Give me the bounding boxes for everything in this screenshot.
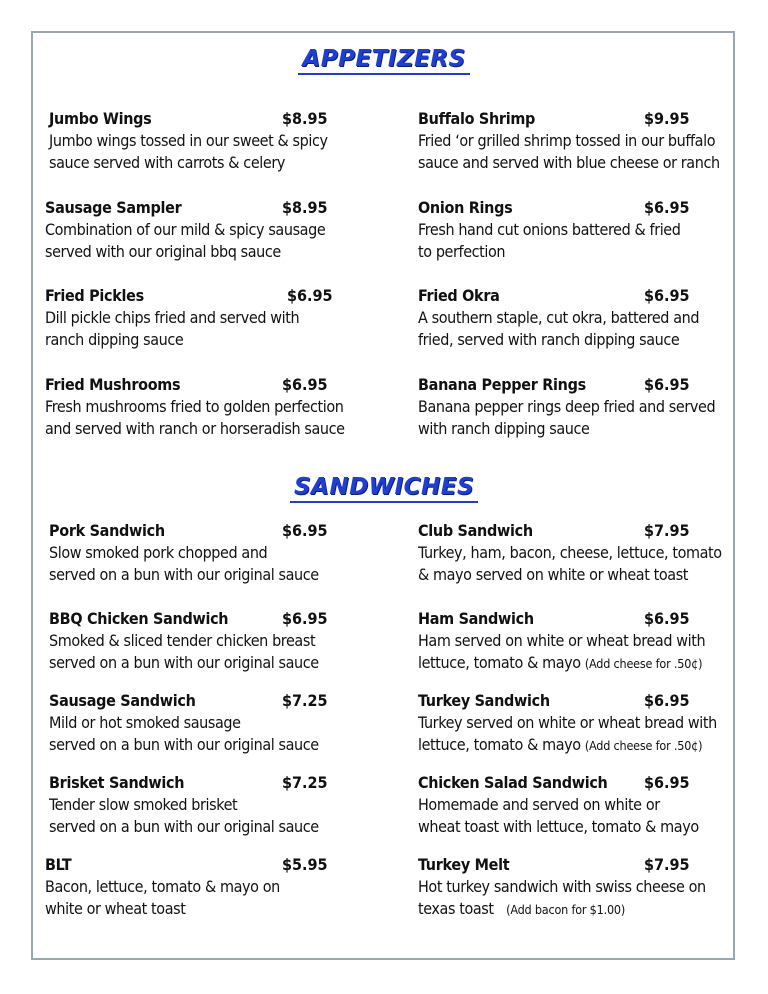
menu-item	[45, 854, 365, 920]
item-description: texas toast (Add bacon for $1.00)	[418, 899, 626, 918]
item-description: served with our original bbq sauce	[45, 242, 281, 261]
item-description: with ranch dipping sauce	[418, 419, 590, 438]
item-price: $6.95	[644, 375, 690, 394]
item-name: Onion Rings	[418, 198, 513, 217]
item-name: Fried Pickles	[45, 286, 144, 305]
item-price: $6.95	[287, 286, 333, 305]
add-bacon-note: (Add bacon for $1.00)	[506, 902, 626, 917]
item-name: Sausage Sampler	[45, 198, 182, 217]
appetizers-heading: APPETIZERS	[0, 46, 768, 75]
item-name: Banana Pepper Rings	[418, 375, 586, 394]
item-price: $6.95	[644, 198, 690, 217]
item-name: Fried Okra	[418, 286, 500, 305]
item-price: $8.95	[282, 198, 328, 217]
item-description: Combination of our mild & spicy sausage	[45, 220, 326, 239]
menu-item	[45, 374, 365, 440]
item-name: Fried Mushrooms	[45, 375, 181, 394]
item-description: Fresh mushrooms fried to golden perfection	[45, 397, 344, 416]
item-price: $7.25	[282, 691, 328, 710]
item-description: Jumbo wings tossed in our sweet & spicy	[49, 131, 328, 150]
item-price: $8.95	[282, 109, 328, 128]
item-name: Turkey Melt	[418, 855, 510, 874]
item-price: $7.95	[644, 521, 690, 540]
item-price: $6.95	[644, 691, 690, 710]
item-price: $6.95	[644, 286, 690, 305]
menu-item	[418, 854, 738, 921]
item-price: $7.25	[282, 773, 328, 792]
item-description: and served with ranch or horseradish sauce	[45, 419, 345, 438]
item-description: white or wheat toast	[45, 899, 186, 918]
item-description: Bacon, lettuce, tomato & mayo on	[45, 877, 280, 896]
item-description: Fried ‘or grilled shrimp tossed in our buffalo	[418, 131, 716, 150]
item-name: Club Sandwich	[418, 521, 533, 540]
item-description: Turkey, ham, bacon, cheese, lettuce, tomato	[418, 543, 722, 562]
item-description: Smoked & sliced tender chicken breast	[49, 631, 316, 650]
menu-item	[49, 772, 369, 838]
item-name: Pork Sandwich	[49, 521, 165, 540]
item-description: served on a bun with our original sauce	[49, 565, 319, 584]
menu-item	[418, 690, 738, 757]
add-cheese-note: (Add cheese for .50¢)	[584, 738, 703, 753]
item-name: BBQ Chicken Sandwich	[49, 609, 229, 628]
menu-item	[418, 197, 738, 263]
item-description: Turkey served on white or wheat bread with	[418, 713, 717, 732]
item-name: Chicken Salad Sandwich	[418, 773, 608, 792]
item-name: Buffalo Shrimp	[418, 109, 536, 128]
menu-item	[418, 520, 738, 586]
menu-item	[49, 608, 369, 674]
menu-item	[45, 197, 365, 263]
item-price: $5.95	[282, 855, 328, 874]
item-description: served on a bun with our original sauce	[49, 653, 319, 672]
item-description: served on a bun with our original sauce	[49, 817, 319, 836]
item-description: Tender slow smoked brisket	[49, 795, 238, 814]
item-description: Homemade and served on white or	[418, 795, 660, 814]
item-name: Ham Sandwich	[418, 609, 534, 628]
item-description: served on a bun with our original sauce	[49, 735, 319, 754]
item-name: BLT	[45, 855, 72, 874]
item-name: Brisket Sandwich	[49, 773, 185, 792]
item-description: to perfection	[418, 242, 506, 261]
menu-item	[418, 108, 738, 174]
item-price: $6.95	[282, 375, 328, 394]
item-description: Dill pickle chips fried and served with	[45, 308, 300, 327]
item-description: & mayo served on white or wheat toast	[418, 565, 689, 584]
menu-item	[418, 608, 738, 675]
item-name: Turkey Sandwich	[418, 691, 550, 710]
menu-item	[49, 690, 369, 756]
item-name: Jumbo Wings	[49, 109, 152, 128]
item-description: lettuce, tomato & mayo (Add cheese for .50¢)	[418, 735, 703, 754]
item-description: Fresh hand cut onions battered & fried	[418, 220, 681, 239]
item-price: $6.95	[644, 609, 690, 628]
item-price: $6.95	[644, 773, 690, 792]
add-cheese-note: (Add cheese for .50¢)	[584, 656, 703, 671]
menu-item	[49, 520, 369, 586]
menu-item	[45, 285, 365, 351]
sandwiches-heading: SANDWICHES	[0, 474, 768, 503]
item-description: ranch dipping sauce	[45, 330, 184, 349]
item-description: Ham served on white or wheat bread with	[418, 631, 706, 650]
item-description: sauce served with carrots & celery	[49, 153, 285, 172]
item-price: $7.95	[644, 855, 690, 874]
menu-item	[49, 108, 369, 174]
menu-item	[418, 374, 738, 440]
item-price: $6.95	[282, 521, 328, 540]
menu-item	[418, 772, 738, 838]
item-price: $6.95	[282, 609, 328, 628]
item-description: Hot turkey sandwich with swiss cheese on	[418, 877, 706, 896]
item-description: A southern staple, cut okra, battered and	[418, 308, 700, 327]
item-description: sauce and served with blue cheese or ranch	[418, 153, 720, 172]
item-description: Banana pepper rings deep fried and served	[418, 397, 716, 416]
item-price: $9.95	[644, 109, 690, 128]
item-description: Slow smoked pork chopped and	[49, 543, 268, 562]
menu-item	[418, 285, 738, 351]
item-name: Sausage Sandwich	[49, 691, 196, 710]
item-description: Mild or hot smoked sausage	[49, 713, 241, 732]
item-description: lettuce, tomato & mayo (Add cheese for .50¢)	[418, 653, 703, 672]
item-description: wheat toast with lettuce, tomato & mayo	[418, 817, 699, 836]
item-description: fried, served with ranch dipping sauce	[418, 330, 680, 349]
